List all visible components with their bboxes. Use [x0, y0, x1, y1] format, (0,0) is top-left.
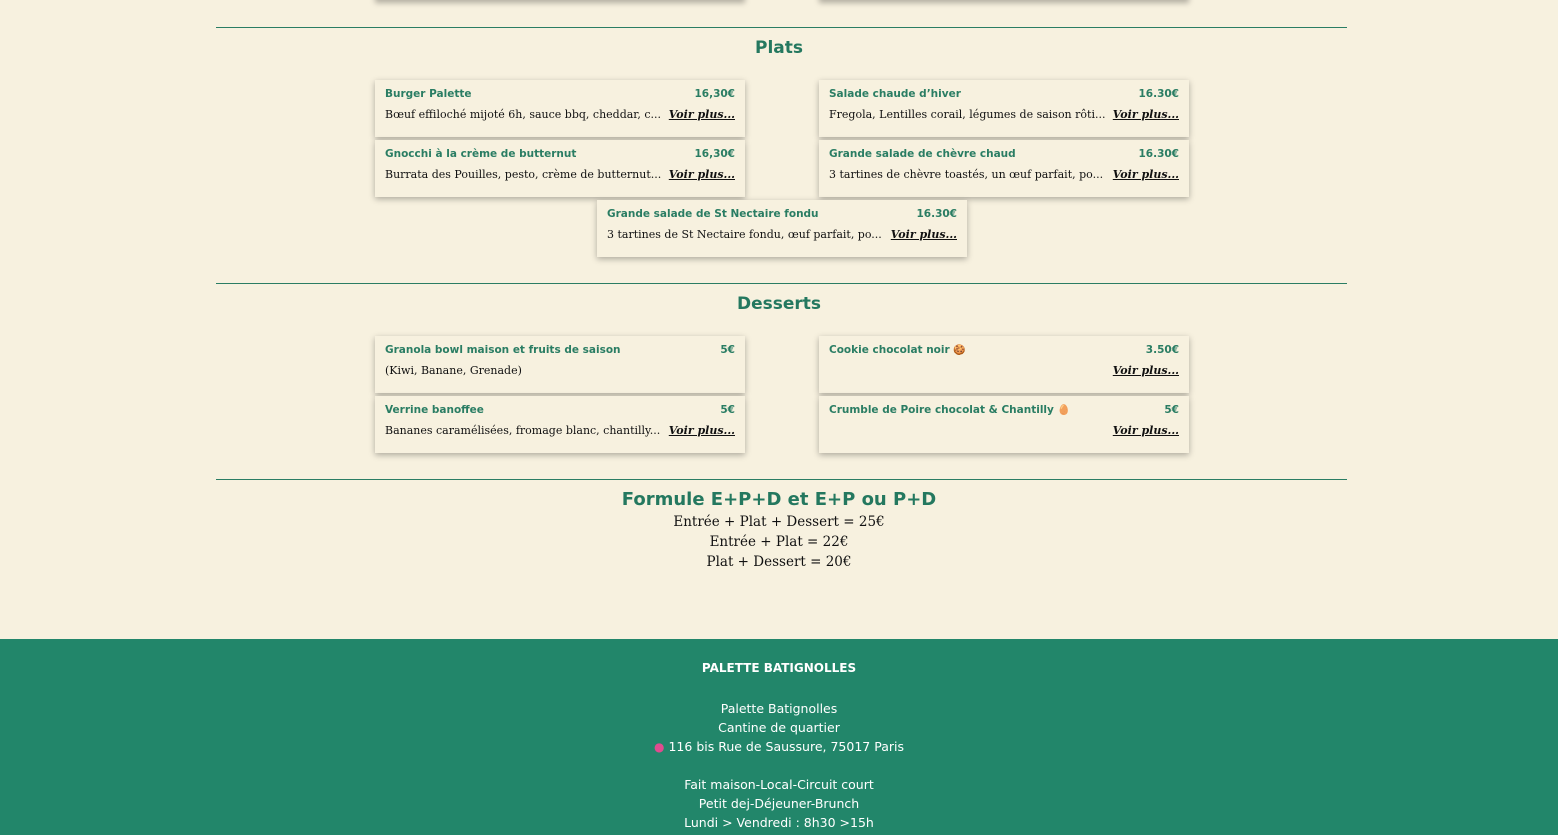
item-description: Bananes caramélisées, fromage blanc, chantilly...: [385, 424, 661, 437]
item-price: 5€: [1164, 404, 1179, 416]
pin-icon: ●: [654, 740, 665, 754]
see-more-link[interactable]: Voir plus...: [668, 168, 735, 181]
item-price: 16.30€: [1138, 148, 1179, 160]
footer-address: [0, 739, 1558, 754]
footer-line: Palette Batignolles: [720, 701, 838, 716]
item-name: [829, 344, 966, 356]
formule-line: Entrée + Plat = 22€: [709, 534, 849, 550]
formule-line: Plat + Dessert = 20€: [706, 554, 852, 570]
footer-tag: Petit dej-Déjeuner-Brunch: [698, 796, 860, 811]
item-name: Verrine banoffee: [385, 404, 484, 416]
item-name: [829, 404, 1070, 416]
see-more-link[interactable]: Voir plus...: [1112, 424, 1179, 437]
item-name-text: Crumble de Poire chocolat & Chantilly: [829, 404, 1054, 416]
item-description: (Kiwi, Banane, Grenade): [385, 364, 522, 377]
menu-card-cookie: [819, 336, 1189, 393]
menu-card-crumble: [819, 396, 1189, 453]
footer-line: Cantine de quartier: [718, 720, 840, 735]
item-description: Bœuf effiloché mijoté 6h, sauce bbq, cheddar, c...: [385, 108, 661, 121]
item-price: 16.30€: [916, 208, 957, 220]
footer-tag: Fait maison-Local-Circuit court: [684, 777, 874, 792]
item-name: Grande salade de chèvre chaud: [829, 148, 1016, 160]
item-name: Granola bowl maison et fruits de saison: [385, 344, 621, 356]
divider-desserts: [216, 283, 1347, 284]
cookie-icon: 🍪: [953, 345, 966, 356]
section-title-desserts: Desserts: [736, 294, 822, 314]
item-description: Fregola, Lentilles corail, légumes de saison rôti...: [829, 108, 1106, 121]
item-price: 5€: [720, 344, 735, 356]
item-name: Burger Palette: [385, 88, 472, 100]
see-more-link[interactable]: Voir plus...: [890, 228, 957, 241]
item-price: 3.50€: [1145, 344, 1179, 356]
see-more-link[interactable]: Voir plus...: [668, 424, 735, 437]
item-description: Burrata des Pouilles, pesto, crème de butternut...: [385, 168, 662, 181]
item-name: Gnocchi à la crème de butternut: [385, 148, 577, 160]
see-more-link[interactable]: Voir plus...: [1112, 364, 1179, 377]
item-price: 16.30€: [1138, 88, 1179, 100]
address-text: 116 bis Rue de Saussure, 75017 Paris: [668, 739, 904, 754]
formule-title: Formule E+P+D et E+P ou P+D: [621, 489, 937, 510]
divider-formule: [216, 479, 1347, 480]
item-price: 16,30€: [694, 148, 735, 160]
see-more-link[interactable]: Voir plus...: [668, 108, 735, 121]
menu-card-salade-st-nectaire: [597, 200, 967, 257]
item-price: 16,30€: [694, 88, 735, 100]
divider-plats: [216, 27, 1347, 28]
item-name-text: Cookie chocolat noir: [829, 344, 950, 356]
see-more-link[interactable]: Voir plus...: [1112, 108, 1179, 121]
section-title-plats: Plats: [754, 38, 803, 58]
menu-card-salade-chaude: [819, 80, 1189, 137]
item-name: Salade chaude d’hiver: [829, 88, 961, 100]
menu-card-verrine-banoffee: [375, 396, 745, 453]
egg-icon: 🥚: [1057, 405, 1070, 416]
footer-tag: Lundi > Vendredi : 8h30 >15h: [684, 815, 874, 830]
item-description: 3 tartines de chèvre toastés, un œuf parfait, po...: [829, 168, 1104, 181]
formule-line: Entrée + Plat + Dessert = 25€: [673, 514, 885, 530]
menu-card-salade-chevre: [819, 140, 1189, 197]
menu-card-burger-palette: [375, 80, 745, 137]
menu-card-gnocchi: [375, 140, 745, 197]
menu-card-granola: [375, 336, 745, 393]
item-price: 5€: [720, 404, 735, 416]
item-description: 3 tartines de St Nectaire fondu, œuf parfait, po...: [607, 228, 882, 241]
site-footer: [0, 639, 1558, 835]
see-more-link[interactable]: Voir plus...: [1112, 168, 1179, 181]
item-name: Grande salade de St Nectaire fondu: [607, 208, 819, 220]
footer-title: PALETTE BATIGNOLLES: [701, 661, 857, 675]
